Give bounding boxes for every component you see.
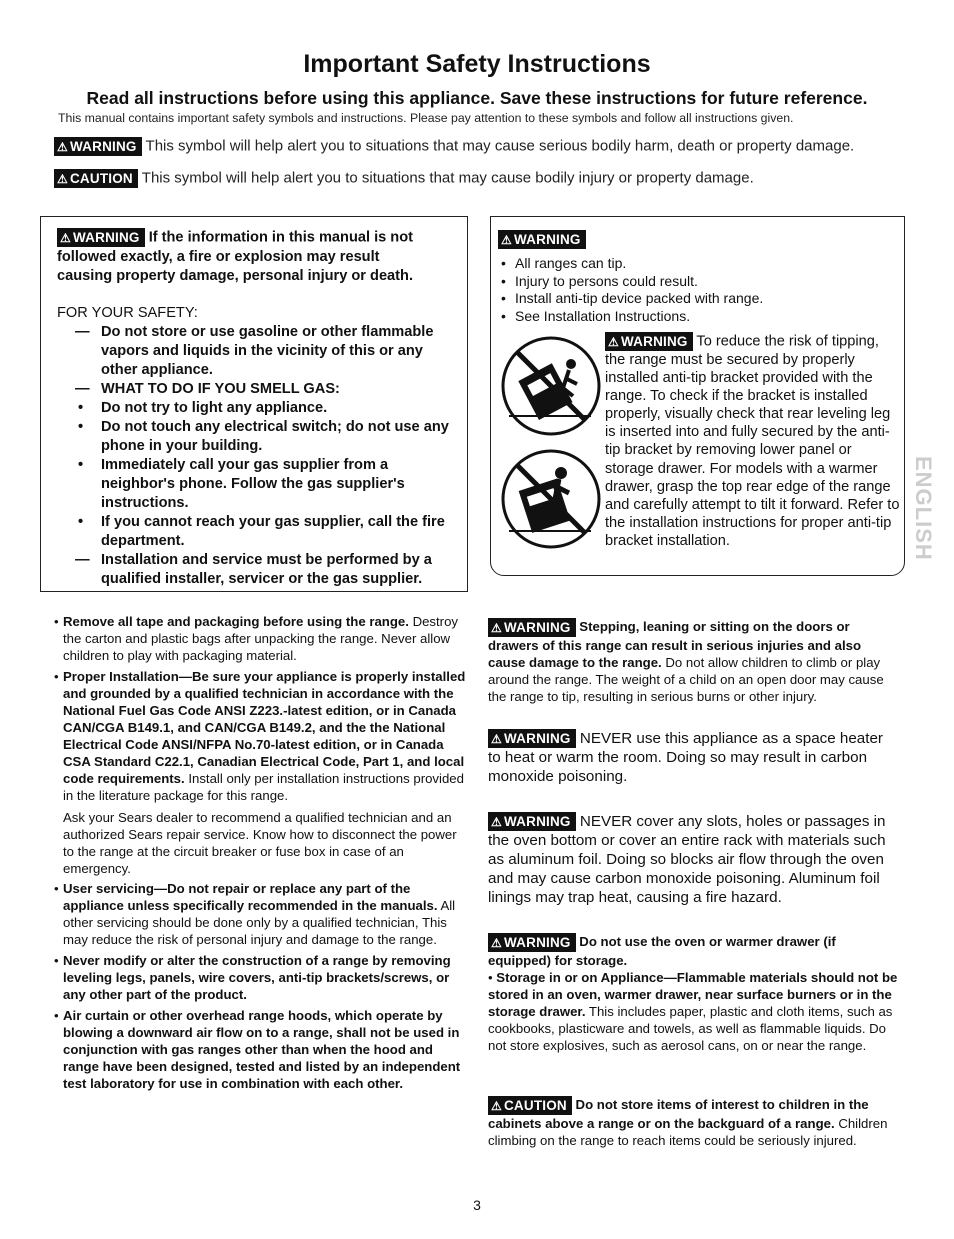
child-climbing-icon <box>499 447 603 551</box>
item-text: Ask your Sears dealer to recommend a qualified technician and an authorized Sears repair service. Know how to disconnect the power to the range at the circuit breaker or fuse box in case of an emergency. <box>63 810 457 876</box>
warning-storage <box>488 933 898 1054</box>
warning-lead: NEVER <box>579 730 633 747</box>
bullet: • <box>54 881 59 896</box>
list-item-text: Immediately call your gas supplier from a neighbor's phone. Follow the gas supplier's instructions. <box>101 457 405 511</box>
caution-badge <box>488 1096 572 1115</box>
warning-badge <box>488 618 576 637</box>
warning-triangle-icon: ⚠ <box>501 233 512 247</box>
warning-badge <box>488 729 576 748</box>
warning-triangle-icon: ⚠ <box>491 1099 502 1114</box>
item-bold: User servicing—Do not repair or replace any part of the appliance unless specifically recommended in the manuals. <box>63 881 438 913</box>
heading-line-1: If the information in this manual is not <box>148 229 413 246</box>
bullet: • <box>54 669 59 684</box>
intro-text: This manual contains important safety symbols and instructions. Please pay attention to these symbols and follow all instructions given. <box>58 111 794 125</box>
list-item <box>54 809 470 877</box>
warning-bold-text: Do not use the oven or warmer drawer (if equipped) for storage. <box>488 934 836 969</box>
list-mark: — <box>75 552 90 568</box>
list-item: • All ranges can tip. <box>501 255 891 273</box>
list-item <box>54 880 470 948</box>
warning-text: use this appliance as a space heater to heat or warm the room. Doing so may result in carbon monoxide poisoning. <box>488 730 883 786</box>
list-item-text: Installation and service must be performed by a qualified installer, servicer or the gas supplier. <box>101 552 432 587</box>
warning-space-heater <box>488 729 898 786</box>
list-item-text: If you cannot reach your gas supplier, call the fire department. <box>101 514 445 549</box>
warning-triangle-icon: ⚠ <box>608 335 619 349</box>
heading-line-3: causing property damage, personal injury or death. <box>57 268 414 284</box>
list-item-text: Do not touch any electrical switch; do not use any phone in your building. <box>101 419 449 454</box>
list-item <box>54 668 470 804</box>
caution-badge <box>54 169 138 188</box>
list-mark: • <box>78 457 84 473</box>
caution-badge-label: CAUTION <box>503 1098 567 1114</box>
warning-bold-text: Stepping, leaning or sitting on the doors or drawers of this range can result in serious injuries and also cause damage to the range. <box>488 619 862 671</box>
warning-symbol-text: This symbol will help alert you to situations that may cause serious bodily harm, death or property damage. <box>145 137 855 155</box>
warning-badge-label: WARNING <box>503 731 571 747</box>
warning-badge <box>498 230 586 249</box>
bullet: • <box>54 614 59 629</box>
bullet: • <box>54 953 59 968</box>
warning-triangle-icon: ⚠ <box>491 936 502 951</box>
subitem-text: This includes paper, plastic and cloth items, such as cookbooks, plasticware and towels, as well as flammable liquids. Do not store explosives, such as aerosol cans, on or near the range. <box>488 1004 893 1054</box>
list-mark: — <box>75 381 90 397</box>
warning-triangle-icon: ⚠ <box>57 140 68 154</box>
item-bold: Never modify or alter the construction of a range by removing leveling legs, panels, wire covers, anti-tip brackets/screws, or any other part of the product. <box>63 953 451 1002</box>
warning-badge <box>54 137 142 156</box>
warning-badge <box>605 332 693 351</box>
item-bold: Air curtain or other overhead range hoods, which operate by blowing a downward air flow on to a range, shall not be used in conjunction with gas ranges other than when the hood and range have been designed, tested and listed by an independent test laboratory for use in combination with each other. <box>63 1008 461 1091</box>
anti-tip-box <box>490 216 905 576</box>
caution-text: Children climbing on the range to reach items could be seriously injured. <box>488 1116 888 1149</box>
warning-badge-label: WARNING <box>620 334 688 349</box>
bullet: • <box>488 970 493 986</box>
anti-tip-warning-header <box>498 230 586 249</box>
list-item: • See Installation Instructions. <box>501 308 891 326</box>
subitem-bold: Storage in or on Appliance—Flammable materials should not be stored in an oven, warmer drawer, near surface burners or in the storage drawer. <box>488 970 898 1020</box>
anti-tip-bullets <box>501 255 891 325</box>
warning-badge-label: WARNING <box>503 814 571 830</box>
gas-safety-heading <box>57 228 457 247</box>
list-mark: — <box>75 324 90 340</box>
page-number: 3 <box>473 1197 481 1213</box>
list-mark: • <box>78 419 84 435</box>
caution-badge-label: CAUTION <box>69 171 133 186</box>
warning-badge <box>57 228 145 247</box>
warning-symbol-row <box>54 137 934 156</box>
list-item <box>54 613 470 664</box>
gas-safety-list <box>75 323 460 589</box>
list-item <box>75 456 460 513</box>
item-bold: Remove all tape and packaging before using the range. <box>63 614 409 629</box>
bullet: • <box>54 1008 59 1023</box>
list-item <box>75 418 460 456</box>
anti-tip-instructions <box>605 332 900 550</box>
page-title: Important Safety Instructions <box>303 50 651 78</box>
page-subtitle: Read all instructions before using this appliance. Save these instructions for future reference. <box>86 88 868 108</box>
list-item-text: Do not store or use gasoline or other flammable vapors and liquids in the vicinity of this or any other appliance. <box>101 324 434 378</box>
warning-stepping <box>488 618 898 705</box>
warning-badge-label: WARNING <box>503 620 571 636</box>
item-text: Install only per installation instructions provided in the literature package for this range. <box>63 771 464 803</box>
warning-text: cover any slots, holes or passages in the oven bottom or cover an entire rack with materials such as aluminum foil. Doing so blocks air flow through the oven and may cause carbon monoxide poisoning. Aluminum foil linings may trap heat, causing a fire hazard. <box>488 813 886 907</box>
warning-badge <box>488 812 576 831</box>
warning-triangle-icon: ⚠ <box>491 815 502 830</box>
caution-children <box>488 1096 898 1149</box>
language-side-tab: ENGLISH <box>911 455 936 561</box>
warning-badge-label: WARNING <box>503 935 571 951</box>
range-tipping-icon <box>499 334 603 438</box>
warning-badge-label: WARNING <box>72 230 140 245</box>
list-mark: • <box>78 400 84 416</box>
anti-tip-text: To reduce the risk of tipping, the range must be secured by properly installed anti-tip bracket provided with the range. To check if the bracket is installed properly, visually check that rear leveling leg is inserted into and fully secured by the anti-tip bracket by removing lower panel or storage drawer. For models with a warmer drawer, grasp the top rear edge of the range and carefully attempt to tilt it forward. Refer to the installation instructions for proper anti-tip bracket installation. <box>605 333 900 549</box>
warning-text: Do not allow children to climb or play around the range. The weight of a child on an open door may cause the range to tip, resulting in serious burns or other injury. <box>488 655 884 705</box>
item-text: Destroy the carton and plastic bags after unpacking the range. Never allow children to play with packaging material. <box>63 614 458 663</box>
list-item <box>75 380 460 399</box>
list-item <box>54 1007 470 1092</box>
list-item-text: Do not try to light any appliance. <box>101 400 328 416</box>
item-bold: Proper Installation—Be sure your appliance is properly installed and grounded by a qualified technician in accordance with the National Fuel Gas Code ANSI Z223.-latest edition, or in Canada CAN/CGA B149.1, and CAN/CGA B149.2, and the the National Electrical Code ANSI/NFPA No.70-latest edition, or in Canada CSA Standard C22.1, Canadian Electrical Code, Part 1, and local code requirements. <box>63 669 466 786</box>
warning-badge <box>488 933 576 952</box>
heading-line-2: followed exactly, a fire or explosion may result <box>57 249 380 265</box>
warning-triangle-icon: ⚠ <box>491 621 502 636</box>
caution-symbol-row <box>54 169 934 188</box>
list-item <box>75 323 460 380</box>
warning-lead: NEVER <box>579 813 633 830</box>
warning-triangle-icon: ⚠ <box>60 231 71 245</box>
list-item: • Injury to persons could result. <box>501 273 891 291</box>
for-your-safety: FOR YOUR SAFETY: <box>57 305 198 321</box>
warning-badge-label: WARNING <box>513 232 581 247</box>
list-item <box>75 399 460 418</box>
list-item <box>75 513 460 551</box>
item-text: All other servicing should be done only by a qualified technician, This may reduce the risk of personal injury and damage to the range. <box>63 898 456 947</box>
warning-badge-label: WARNING <box>69 139 137 154</box>
warning-foil <box>488 812 898 907</box>
list-item <box>75 551 460 589</box>
list-item: • Install anti-tip device packed with range. <box>501 290 891 308</box>
storage-subitem <box>488 969 898 1054</box>
warning-triangle-icon: ⚠ <box>491 732 502 747</box>
gas-safety-box <box>40 216 468 592</box>
caution-symbol-text: This symbol will help alert you to situations that may cause bodily injury or property damage. <box>141 169 754 187</box>
warning-triangle-icon: ⚠ <box>57 172 68 186</box>
list-item <box>54 952 470 1003</box>
list-mark: • <box>78 514 84 530</box>
list-item-text: WHAT TO DO IF YOU SMELL GAS: <box>101 381 340 397</box>
left-column <box>54 613 470 1092</box>
caution-bold-text: Do not store items of interest to children in the cabinets above a range or on the backguard of a range. <box>488 1097 869 1132</box>
